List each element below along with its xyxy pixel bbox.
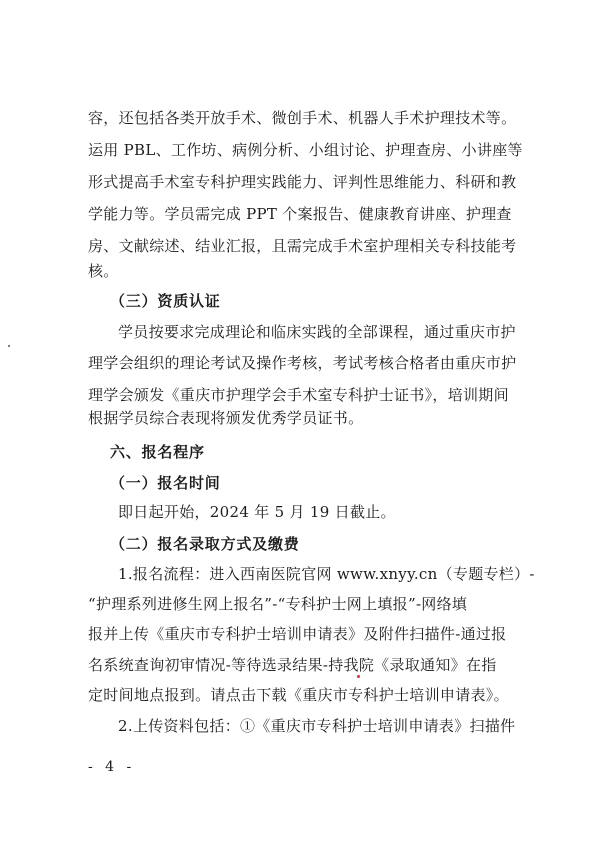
body-text-line: 运用 PBL、工作坊、病例分析、小组讨论、护理查房、小讲座等	[88, 141, 523, 159]
speck-mark	[8, 345, 10, 347]
body-text-line: 理学会颁发《重庆市护理学会手术室专科护士证书》，培训期间	[88, 386, 509, 404]
body-text-line: 即日起开始，2024 年 5 月 19 日截止。	[118, 503, 396, 521]
subsection-heading-registration-time: （一）报名时间	[110, 474, 221, 492]
body-text-line: 定时间地点报到。请点击下载《重庆市专科护士培训申请表》。	[88, 686, 509, 704]
section-heading-qualification: （三）资质认证	[110, 292, 221, 310]
body-text-line: 报并上传《重庆市专科护士培训申请表》及附件扫描件-通过报	[88, 625, 507, 643]
body-text-line: 2.上传资料包括：①《重庆市专科护士培训申请表》扫描件	[118, 717, 516, 735]
body-text-line: 理学会组织的理论考试及操作考核，考试考核合格者由重庆市护	[88, 354, 517, 372]
body-text-line: 形式提高手术室专科护理实践能力、评判性思维能力、科研和教	[88, 173, 517, 191]
page-number: - 4 -	[88, 759, 136, 775]
body-text-line: 名系统查询初审情况-等待选录结果-持我院《录取通知》在指	[88, 656, 497, 674]
body-text-line: 房、文献综述、结业汇报，且需完成手术室护理相关专科技能考	[88, 237, 517, 255]
body-text-line: “护理系列进修生网上报名”-“专科护士网上填报”-网络填	[88, 595, 468, 613]
body-text-line: 1.报名流程：进入西南医院官网 www.xnyy.cn（专题专栏）-	[118, 565, 535, 583]
body-text-line: 容，还包括各类开放手术、微创手术、机器人手术护理技术等。	[88, 109, 517, 127]
red-ink-mark	[357, 675, 360, 678]
body-text-line: 学能力等。学员需完成 PPT 个案报告、健康教育讲座、护理查	[88, 205, 512, 223]
body-text-line: 核。	[88, 262, 119, 280]
body-text-line: 学员按要求完成理论和临床实践的全部课程，通过重庆市护	[118, 323, 516, 341]
body-text-line: 根据学员综合表现将颁发优秀学员证书。	[88, 409, 364, 427]
subsection-heading-admission-fees: （二）报名录取方式及缴费	[110, 535, 300, 553]
section-heading-registration: 六、报名程序	[110, 443, 205, 461]
